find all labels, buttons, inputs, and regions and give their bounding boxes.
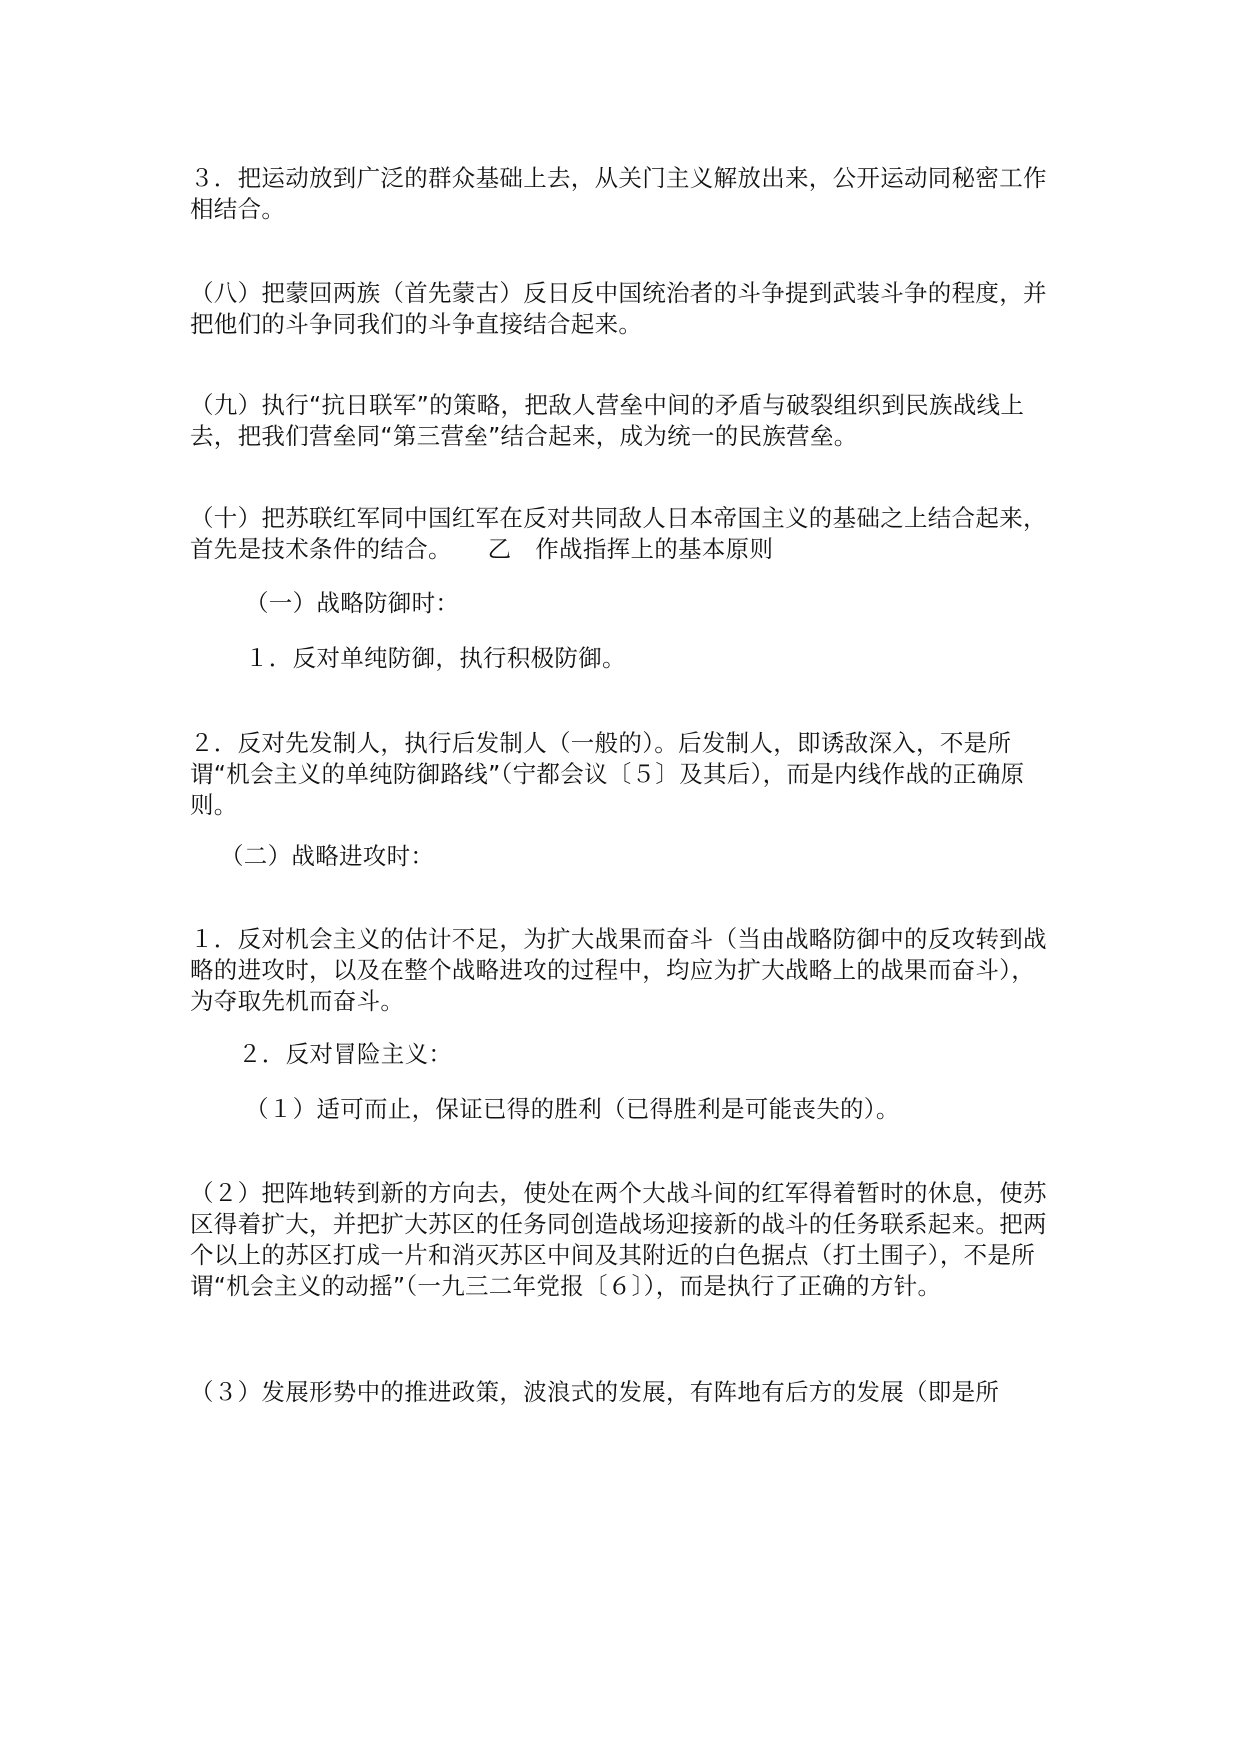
paragraph-strike-after-enemy: ２．反对先发制人，执行后发制人（一般的）。后发制人，即诱敌深入，不是所谓“机会主义的单纯防御路线”（宁都会议〔５〕及其后），而是内线作战的正确原则。 <box>190 729 1025 819</box>
heading-oppose-adventurism: ２．反对冒险主义： <box>238 1040 453 1068</box>
paragraph-shift-positions: （２）把阵地转到新的方向去，使处在两个大战斗间的红军得着暂时的休息，使苏区得着扩大，并把扩大苏区的任务同创造战场迎接新的战斗的任务联系起来。把两个以上的苏区打成一片和消灭苏区中间及其附近的白色据点（打土围子），不是所谓“机会主义的动摇”（一九三二年党报〔６〕），而是执行了正确的方针。 <box>190 1179 1047 1300</box>
paragraph-advance-policy: （３）发展形势中的推进政策，波浪式的发展，有阵地有后方的发展（即是所 <box>190 1378 1000 1406</box>
paragraph-3-open-movement: ３．把运动放到广泛的群众基础上去，从关门主义解放出来，公开运动同秘密工作相结合。 <box>190 164 1047 223</box>
heading-strategic-defense: （一）战略防御时： <box>245 589 460 617</box>
paragraph-10-soviet-red-army: （十）把苏联红军同中国红军在反对共同敌人日本帝国主义的基础之上结合起来，首先是技术条件的结合。 乙 作战指挥上的基本原则 <box>190 504 1047 563</box>
paragraph-active-defense: １．反对单纯防御，执行积极防御。 <box>245 644 626 672</box>
paragraph-8-mongol-hui: （八）把蒙回两族（首先蒙古）反日反中国统治者的斗争提到武装斗争的程度，并把他们的斗争同我们的斗争直接结合起来。 <box>190 279 1047 338</box>
heading-strategic-offense: （二）战略进攻时： <box>220 842 435 870</box>
paragraph-expand-gains: １．反对机会主义的估计不足，为扩大战果而奋斗（当由战略防御中的反攻转到战略的进攻时，以及在整个战略进攻的过程中，均应为扩大战略上的战果而奋斗），为夺取先机而奋斗。 <box>190 925 1047 1015</box>
paragraph-secure-victory: （１）适可而止，保证已得的胜利（已得胜利是可能丧失的）。 <box>245 1095 900 1123</box>
paragraph-9-anti-japanese-army: （九）执行“抗日联军”的策略，把敌人营垒中间的矛盾与破裂组织到民族战线上去，把我们营垒同“第三营垒”结合起来，成为统一的民族营垒。 <box>190 391 1025 450</box>
